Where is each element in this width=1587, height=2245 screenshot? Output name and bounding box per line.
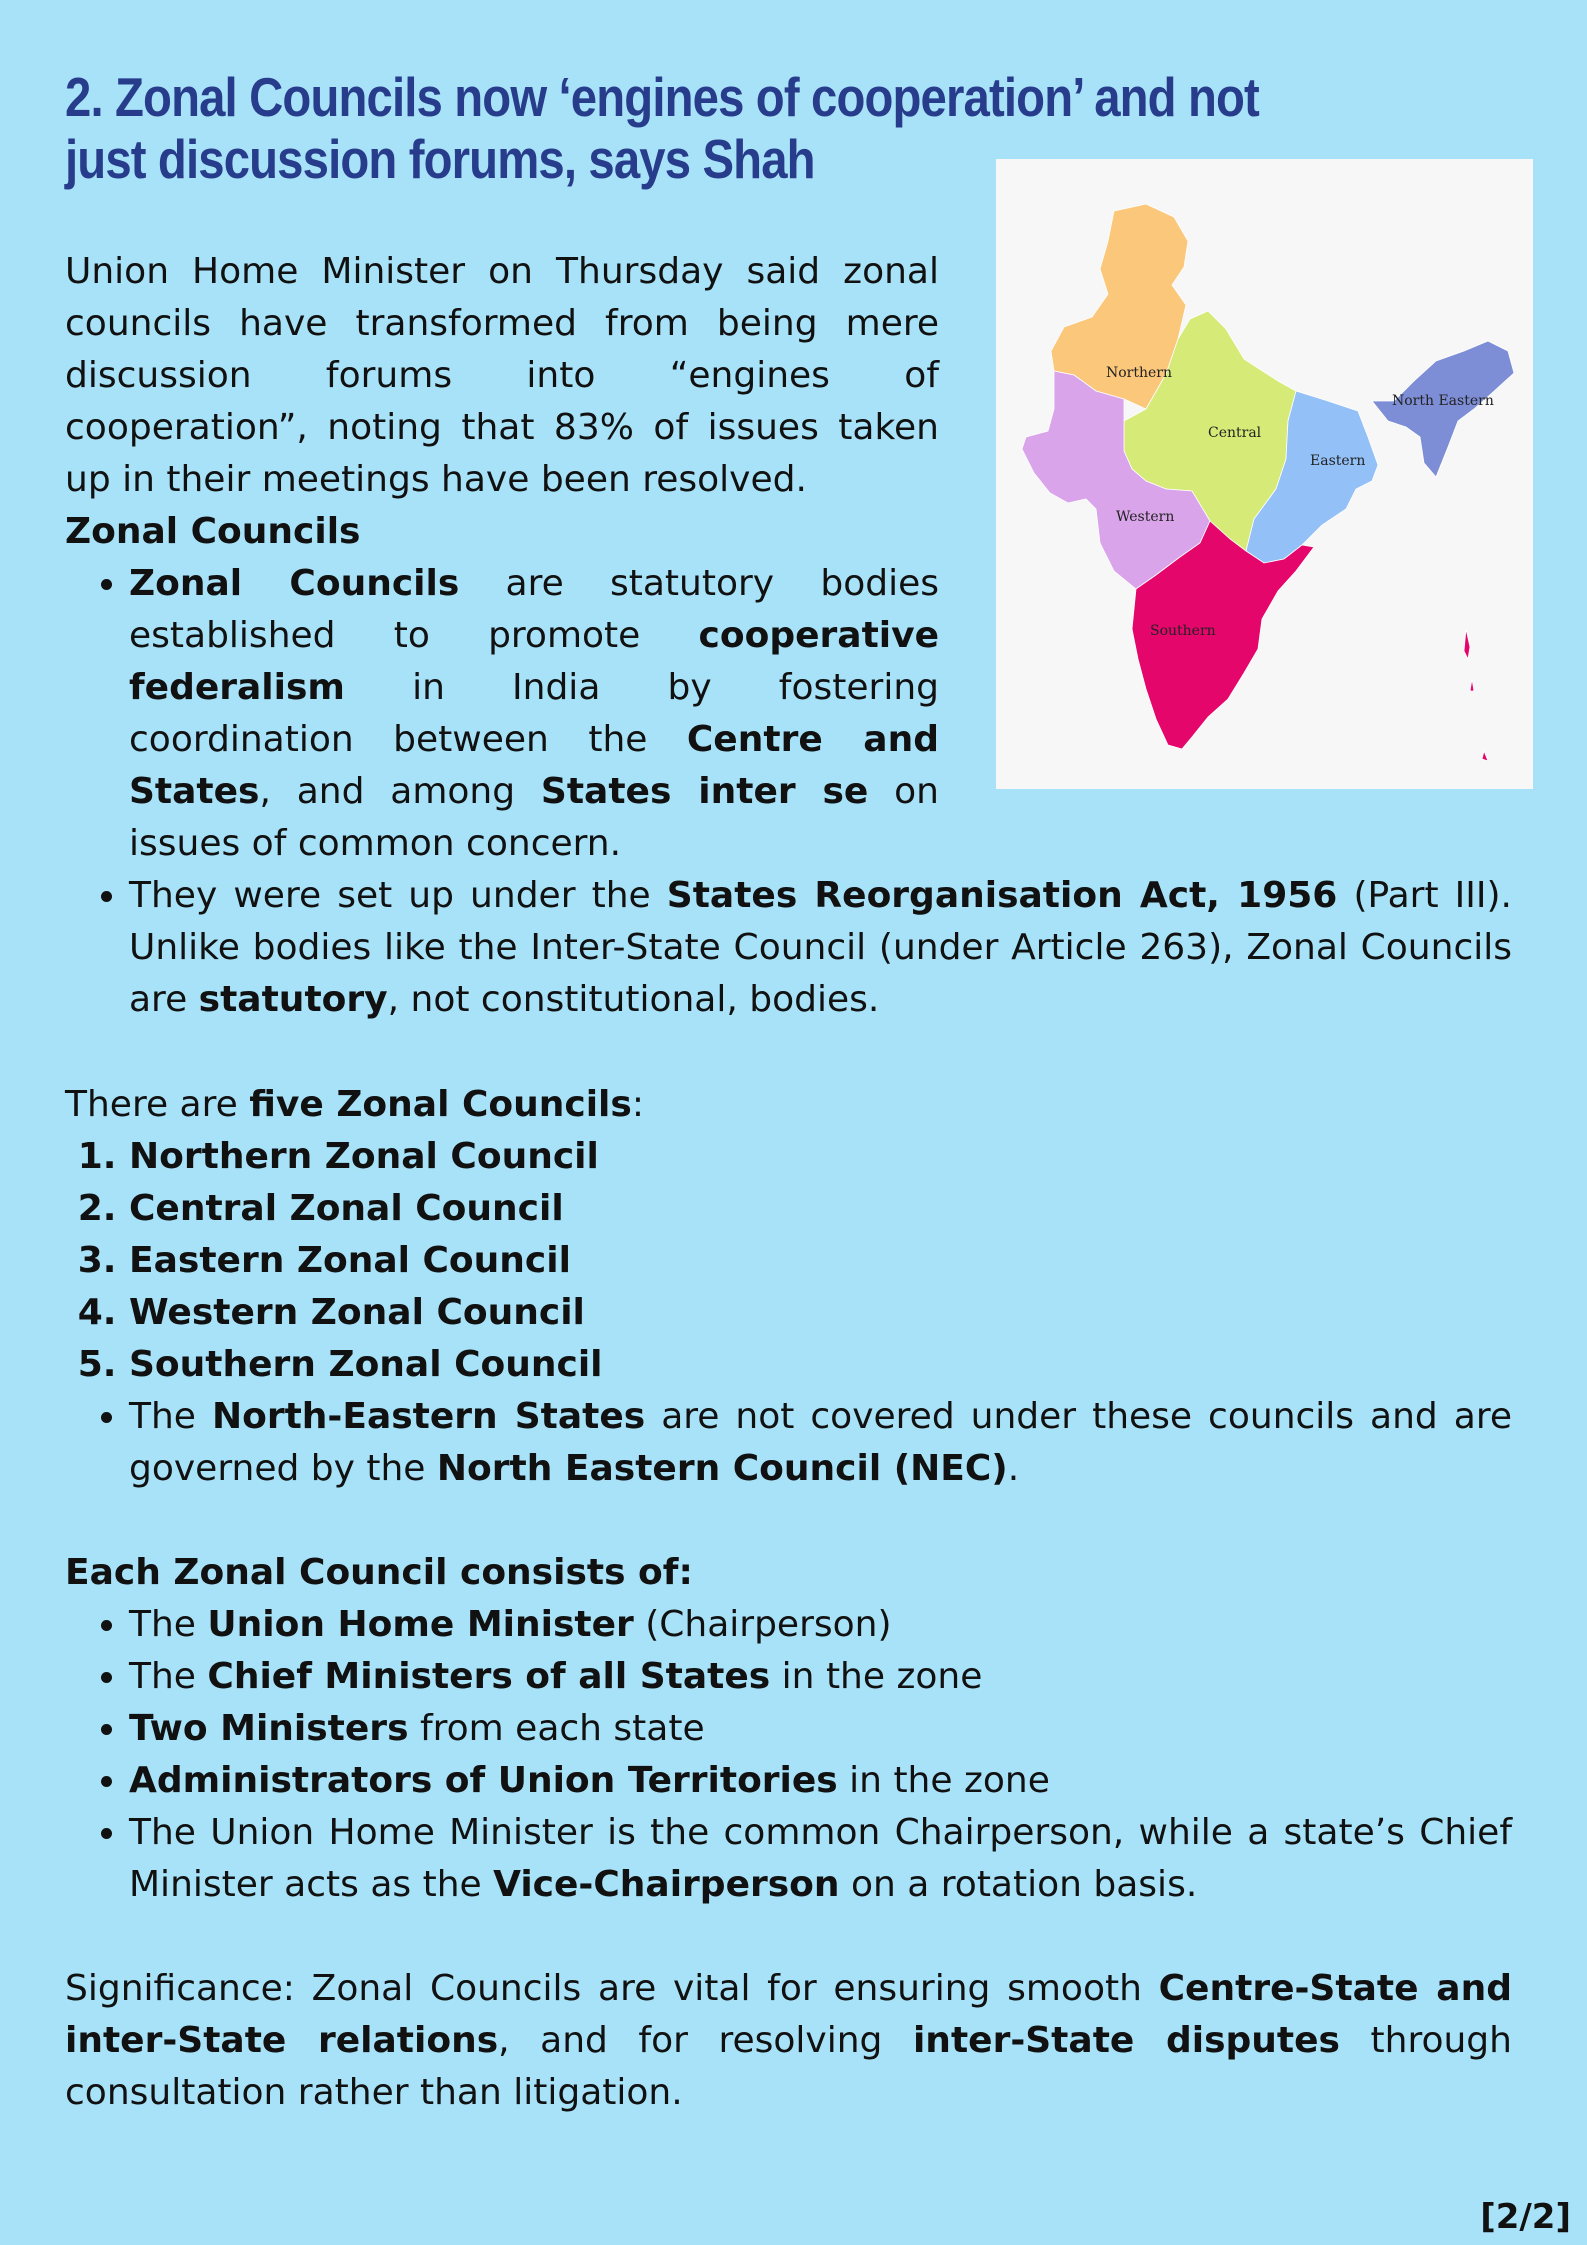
list-item: • The North-Eastern States are not covered under these councils and are governed by the North Eastern Council (NEC).	[129, 1391, 1512, 1495]
list-item: 1. Northern Zonal Council	[129, 1131, 1512, 1183]
list-item: 4. Western Zonal Council	[129, 1287, 1512, 1339]
list-item: • The Chief Ministers of all States in the zone	[129, 1651, 1512, 1703]
five-councils-list	[65, 1131, 1512, 1391]
article-title: 2. Zonal Councils now ‘engines of cooperation’ and not just discussion forums, says Shah	[65, 66, 1259, 190]
five-councils-section	[65, 1079, 1512, 1495]
map-region-north-eastern	[1372, 341, 1514, 477]
zonal-councils-section	[65, 506, 1512, 1026]
composition-section	[65, 1547, 1512, 1911]
list-item: • Two Ministers from each state	[129, 1703, 1512, 1755]
map-label-eastern: Eastern	[1310, 453, 1366, 469]
composition-heading: Each Zonal Council consists of:	[65, 1552, 693, 1593]
map-label-central: Central	[1208, 425, 1262, 441]
list-item: • Administrators of Union Territories in the zone	[129, 1755, 1512, 1807]
map-label-southern: Southern	[1150, 623, 1216, 639]
composition-list	[65, 1599, 1512, 1911]
map-label-western: Western	[1116, 509, 1175, 525]
list-item: 2. Central Zonal Council	[129, 1183, 1512, 1235]
page-number: [2/2]	[1480, 2197, 1571, 2237]
list-item: 5. Southern Zonal Council	[129, 1339, 1512, 1391]
zonal-councils-heading: Zonal Councils	[65, 511, 361, 552]
five-councils-intro: There are five Zonal Councils:	[65, 1084, 644, 1125]
list-item: • The Union Home Minister (Chairperson)	[129, 1599, 1512, 1651]
ne-note-list	[65, 1391, 1512, 1495]
map-label-north-eastern: North Eastern	[1392, 393, 1494, 409]
list-item: • They were set up under the States Reorganisation Act, 1956 (Part III). Unlike bodies like the Inter-State Council (under Article 263), Zonal Councils are statutory, not constitutional, bodies.	[129, 870, 1512, 1026]
map-label-northern: Northern	[1106, 365, 1173, 381]
list-item: • The Union Home Minister is the common Chairperson, while a state’s Chief Minister acts as the Vice-Chairperson on a rotation basis.	[129, 1807, 1512, 1911]
intro-paragraph: Union Home Minister on Thursday said zonal councils have transformed from being mere discussion forums into “engines of cooperation”, noting that 83% of issues taken up in their meetings have been resolved.	[65, 251, 939, 500]
list-item: 3. Eastern Zonal Council	[129, 1235, 1512, 1287]
zonal-councils-bullets	[65, 558, 1512, 1026]
list-item: • Zonal Councils are statutory bodies established to promote cooperative federalism in India by fostering coordination between the Centre and States, and among States inter se on issues of common concern.	[129, 558, 939, 870]
significance-paragraph: Significance: Zonal Councils are vital for ensuring smooth Centre-State and inter-State relations, and for resolving inter-State disputes through consultation rather than litigation.	[65, 1968, 1512, 2113]
